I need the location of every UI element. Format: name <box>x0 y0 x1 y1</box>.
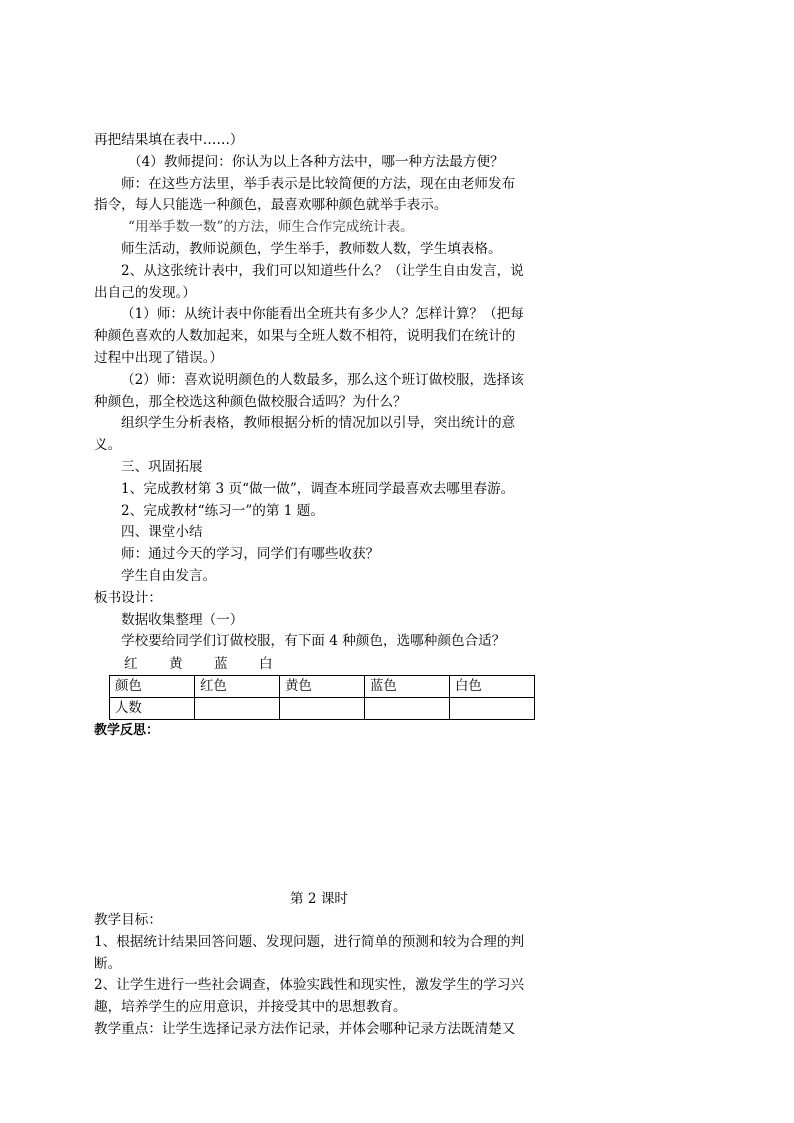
section-heading: 四、课堂小结 <box>121 524 203 541</box>
reflection-heading: 教学反思： <box>94 723 160 739</box>
paragraph-line: 断。 <box>94 955 122 972</box>
paragraph-line: 学校要给同学们订做校服，有下面 4 种颜色，选哪种颜色合适？ <box>121 633 506 650</box>
table-cell: 颜色 <box>110 676 195 698</box>
table-cell: 黄色 <box>280 676 365 698</box>
color-options-row <box>94 653 544 675</box>
paragraph-line: （1）师：从统计表中你能看出全班共有多少人？怎样计算？（把每 <box>121 306 524 323</box>
paragraph-line: （4）教师提问：你认为以上各种方法中，哪一种方法最方便？ <box>128 153 504 170</box>
table-cell: 蓝色 <box>365 676 450 698</box>
color-option: 蓝 <box>214 656 228 673</box>
color-option: 白 <box>259 656 273 673</box>
table-cell: 人数 <box>110 698 195 720</box>
table-row <box>110 698 535 720</box>
section-heading: 三、巩固拓展 <box>121 458 203 475</box>
paragraph-line: 再把结果填在表中……） <box>94 132 244 148</box>
paragraph-line: 教学重点：让学生选择记录方法作记录，并体会哪种记录方法既清楚又 <box>94 1020 516 1037</box>
table-cell: 白色 <box>450 676 535 698</box>
paragraph-line: 种颜色喜欢的人数加起来，如果与全班人数不相符，说明我们在统计的 <box>94 328 516 345</box>
statistics-table <box>109 675 535 720</box>
paragraph-line: 数据收集整理（一） <box>121 611 244 628</box>
table-row <box>110 676 535 698</box>
paragraph-line: 师：通过今天的学习，同学们有哪些收获？ <box>121 546 380 563</box>
paragraph-line: 学生自由发言。 <box>121 567 217 584</box>
paragraph-line: 2、让学生进行一些社会调查，体验实践性和现实性，激发学生的学习兴 <box>94 977 525 994</box>
paragraph-line: 过程中出现了错误。） <box>94 349 224 366</box>
paragraph-line: 1、完成教材第 3 页“做一做”，调查本班同学最喜欢去哪里春游。 <box>121 480 515 497</box>
color-option: 黄 <box>169 656 183 673</box>
paragraph-line: 师生活动，教师说颜色，学生举手，教师数人数，学生填表格。 <box>121 240 502 257</box>
paragraph-line: 种颜色，那全校选这种颜色做校服合适吗？为什么？ <box>94 393 407 410</box>
color-option: 红 <box>124 656 138 673</box>
paragraph-line: 2、完成教材“练习一”的第 1 题。 <box>121 502 324 519</box>
paragraph-line: 1、根据统计结果回答问题、发现问题，进行简单的预测和较为合理的判 <box>94 933 525 950</box>
table-cell <box>280 698 365 720</box>
paragraph-line: 组织学生分析表格，教师根据分析的情况加以引导，突出统计的意 <box>121 415 516 432</box>
table-cell <box>450 698 535 720</box>
paragraph-line: （2）师：喜欢说明颜色的人数最多，那么这个班订做校服，选择该 <box>121 371 524 388</box>
paragraph-line: 义。 <box>94 437 122 454</box>
paragraph-line: 师：在这些方法里，举手表示是比较简便的方法，现在由老师发布 <box>121 175 516 192</box>
paragraph-line: 出自己的发现。） <box>94 284 196 301</box>
document-page <box>94 130 544 1041</box>
table-cell: 红色 <box>195 676 280 698</box>
section-heading: 板书设计： <box>94 589 162 606</box>
paragraph-line: 指令，每人只能选一种颜色，最喜欢哪种颜色就举手表示。 <box>94 197 448 214</box>
table-cell <box>365 698 450 720</box>
paragraph-line: 趣，培养学生的应用意识，并接受其中的思想教育。 <box>94 999 407 1016</box>
section-heading: 教学目标： <box>94 911 162 928</box>
paragraph-line: “用举手数一数”的方法，师生合作完成统计表。 <box>128 219 414 236</box>
table-cell <box>195 698 280 720</box>
paragraph-line: 2、从这张统计表中，我们可以知道些什么？（让学生自由发言，说 <box>121 262 524 279</box>
lesson-title: 第 2 课时 <box>289 890 349 907</box>
